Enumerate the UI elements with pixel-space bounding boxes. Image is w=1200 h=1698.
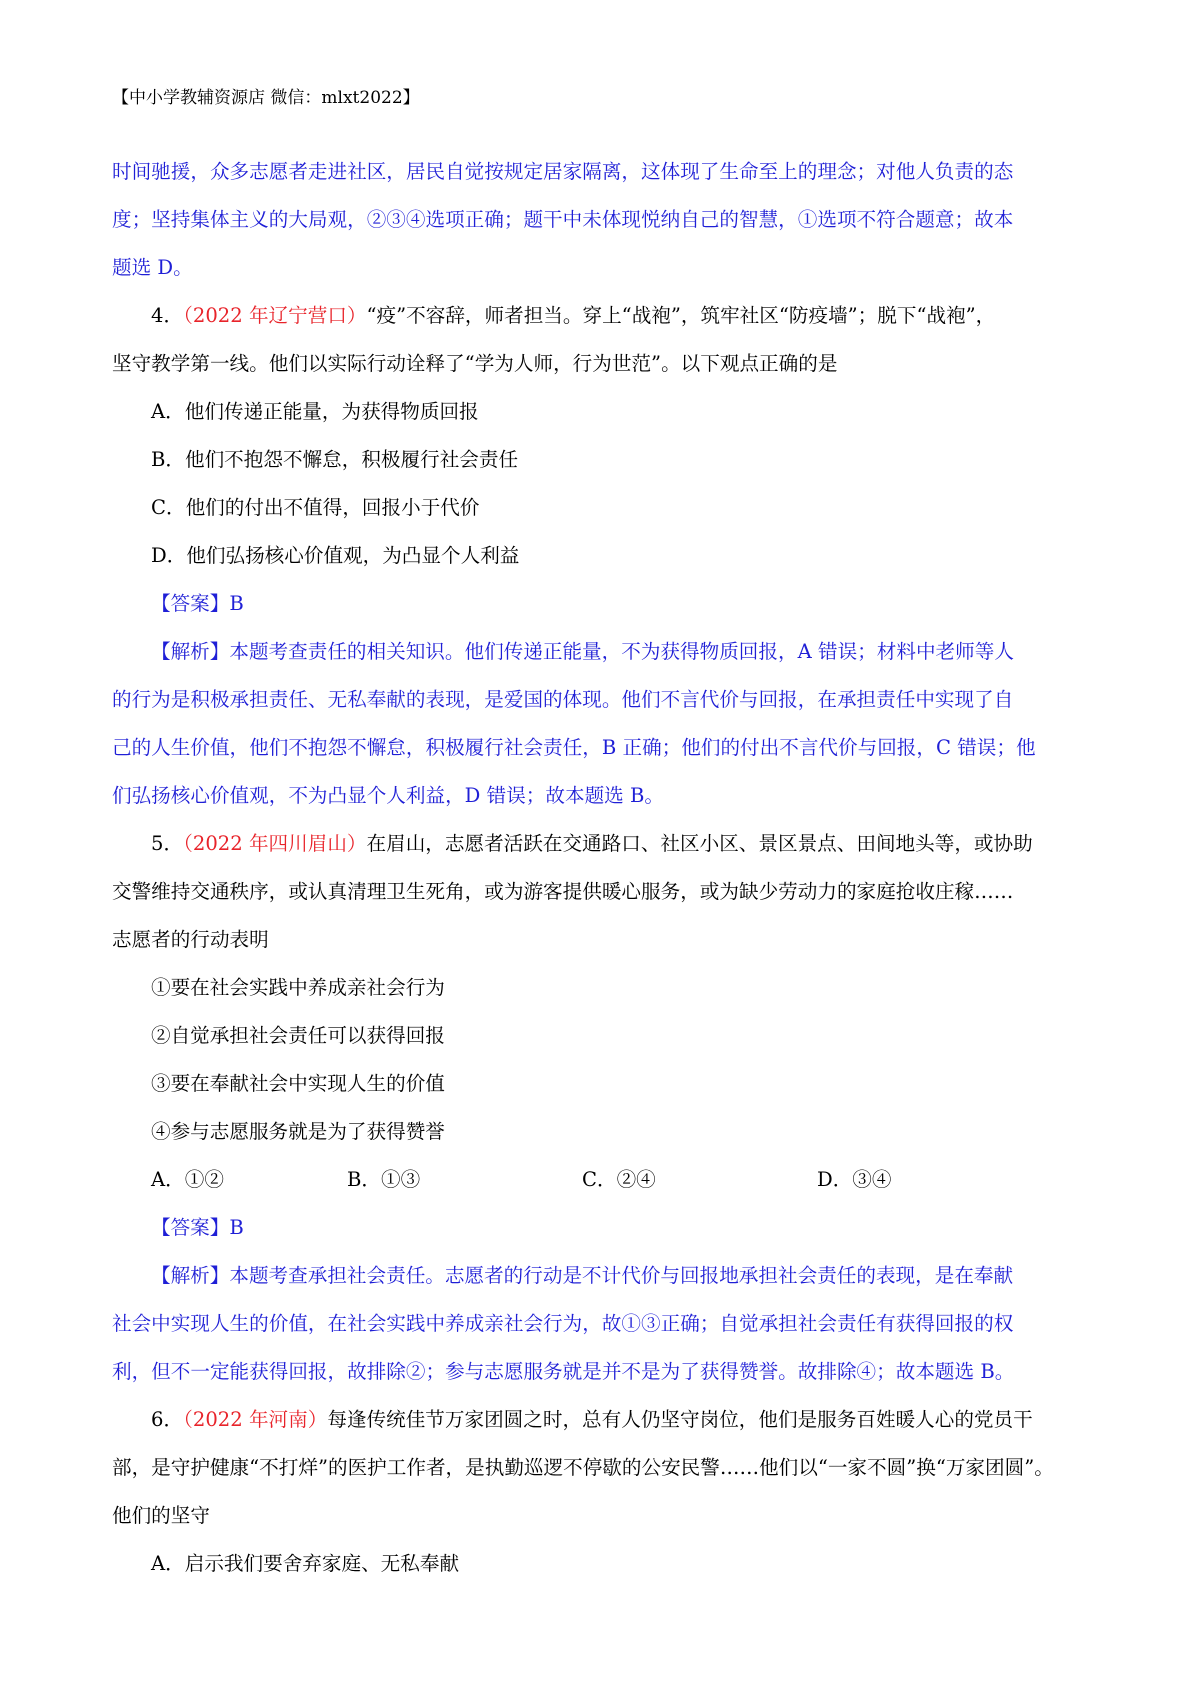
analysis-continued-line: 题选 D。 <box>112 256 193 279</box>
question-number: 6． <box>151 1408 184 1431</box>
question-number: 5． <box>151 832 184 855</box>
statement-1: ①要在社会实践中养成亲社会行为 <box>151 976 445 999</box>
question-text: 每逢传统佳节万家团圆之时，总有人仍坚守岗位，他们是服务百姓暖人心的党员干 <box>327 1408 1033 1431</box>
analysis-continued-line: 度；坚持集体主义的大局观，②③④选项正确；题干中未体现悦纳自己的智慧，①选项不符合题意；故本 <box>112 208 1014 231</box>
option-a: A．①② <box>151 1168 224 1191</box>
question-text: 志愿者的行动表明 <box>112 928 269 951</box>
analysis-label: 【解析】 <box>151 1264 230 1287</box>
question-4-stem <box>112 292 1094 340</box>
options-row <box>112 1156 1094 1204</box>
statement-2: ②自觉承担社会责任可以获得回报 <box>151 1024 445 1047</box>
analysis-line: 们弘扬核心价值观，不为凸显个人利益，D 错误；故本题选 B。 <box>112 784 665 807</box>
analysis-line: 己的人生价值，他们不抱怨不懈怠，积极履行社会责任，B 正确；他们的付出不言代价与回报，C 错误；他 <box>112 736 1036 759</box>
page-header: 【中小学教辅资源店 微信：mlxt2022】 <box>112 88 420 108</box>
analysis-text: 本题考查责任的相关知识。他们传递正能量，不为获得物质回报，A 错误；材料中老师等人 <box>229 640 1014 663</box>
analysis-line <box>112 1252 1094 1300</box>
analysis-label: 【解析】 <box>151 640 230 663</box>
answer-line <box>112 580 1094 628</box>
question-text: “疫”不容辞，师者担当。穿上“战袍”，筑牢社区“防疫墙”；脱下“战袍”， <box>366 304 996 327</box>
answer-line <box>112 1204 1094 1252</box>
answer-label: 【答案】 <box>151 592 230 615</box>
answer-value: B <box>229 592 244 615</box>
option-b: B．①③ <box>347 1168 421 1191</box>
option-d: D．他们弘扬核心价值观，为凸显个人利益 <box>151 544 520 567</box>
option-a: A．他们传递正能量，为获得物质回报 <box>151 400 479 423</box>
document-body <box>112 148 1094 1588</box>
question-number: 4． <box>151 304 184 327</box>
analysis-text: 本题考查承担社会责任。志愿者的行动是不计代价与回报地承担社会责任的表现，是在奉献 <box>229 1264 1014 1287</box>
question-source: （2022 年辽宁营口） <box>183 304 367 327</box>
analysis-line: 利，但不一定能获得回报，故排除②；参与志愿服务就是并不是为了获得赞誉。故排除④；故本题选 B。 <box>112 1360 1015 1383</box>
option-d: D．③④ <box>817 1168 892 1191</box>
question-6-stem <box>112 1396 1094 1444</box>
analysis-line: 社会中实现人生的价值，在社会实践中养成亲社会行为，故①③正确；自觉承担社会责任有获得回报的权 <box>112 1312 1014 1335</box>
option-a: A．启示我们要舍弃家庭、无私奉献 <box>151 1552 460 1575</box>
statement-3: ③要在奉献社会中实现人生的价值 <box>151 1072 445 1095</box>
analysis-line <box>112 628 1094 676</box>
analysis-continued-line: 时间驰援，众多志愿者走进社区，居民自觉按规定居家隔离，这体现了生命至上的理念；对他人负责的态 <box>112 160 1014 183</box>
option-b: B．他们不抱怨不懈怠，积极履行社会责任 <box>151 448 519 471</box>
question-text: 部，是守护健康“不打烊”的医护工作者，是执勤巡逻不停歇的公安民警……他们以“一家不圆”换“万家团圆”。 <box>112 1456 1054 1479</box>
option-c: C．②④ <box>582 1168 656 1191</box>
question-5-stem <box>112 820 1094 868</box>
question-source: （2022 年河南） <box>183 1408 328 1431</box>
question-source: （2022 年四川眉山） <box>183 832 367 855</box>
answer-value: B <box>229 1216 244 1239</box>
option-c: C．他们的付出不值得，回报小于代价 <box>151 496 480 519</box>
question-text: 他们的坚守 <box>112 1504 210 1527</box>
statement-4: ④参与志愿服务就是为了获得赞誉 <box>151 1120 445 1143</box>
analysis-line: 的行为是积极承担责任、无私奉献的表现，是爱国的体现。他们不言代价与回报，在承担责任中实现了自 <box>112 688 1014 711</box>
question-text: 坚守教学第一线。他们以实际行动诠释了“学为人师，行为世范”。以下观点正确的是 <box>112 352 838 375</box>
question-text: 在眉山，志愿者活跃在交通路口、社区小区、景区景点、田间地头等，或协助 <box>366 832 1033 855</box>
question-text: 交警维持交通秩序，或认真清理卫生死角，或为游客提供暖心服务，或为缺少劳动力的家庭抢收庄稼…… <box>112 880 1014 903</box>
answer-label: 【答案】 <box>151 1216 230 1239</box>
